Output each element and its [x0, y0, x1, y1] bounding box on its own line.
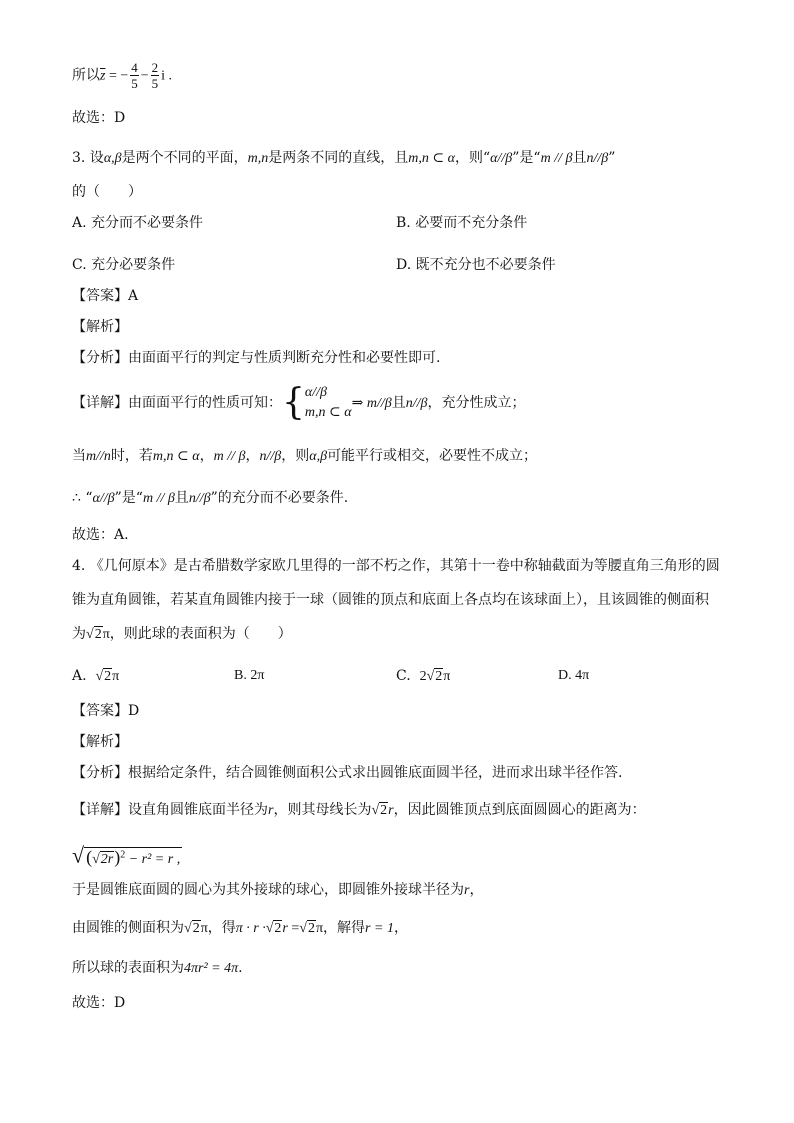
detail-4-line1: [72, 800, 646, 821]
system-row-2: m,n ⊂ α: [304, 405, 352, 420]
math: n//β: [259, 449, 282, 464]
math: ⇒ m//β: [351, 396, 392, 411]
math: π · r ·: [235, 921, 266, 936]
detail-3-line2: [72, 446, 537, 467]
text: ”是“: [512, 150, 541, 166]
text: 当: [72, 448, 86, 464]
radicand: 2: [274, 921, 282, 936]
math: α,β: [103, 151, 122, 166]
option-a: A. 充分而不必要条件: [72, 215, 204, 231]
text: ”是“: [114, 490, 143, 506]
option-d: D. 既不充分也不必要条件: [396, 257, 556, 273]
math: m,n: [247, 151, 269, 166]
radicand: 2: [435, 669, 443, 684]
text: 是两条不同的直线，且: [268, 150, 409, 166]
option-4d: D. 4π: [558, 668, 590, 683]
denominator: 5: [151, 76, 159, 91]
outer-sqrt: √ $(√2r)^2 - r^2 = r$ ,: [72, 840, 182, 875]
question-3-line1: [72, 148, 615, 169]
pi: π: [443, 669, 451, 684]
text: 可能平行或相交，必要性不成立；: [327, 448, 538, 464]
text: ，: [469, 882, 484, 898]
text: 且: [391, 395, 406, 411]
text: 3. 设: [72, 150, 104, 166]
text: ，充分性成立；: [427, 395, 526, 411]
analysis-4-summary: 【分析】根据给定条件，结合圆锥侧面积公式求出圆锥底面圆半径，进而求出球半径作答.: [72, 765, 623, 781]
text: ，: [199, 448, 214, 464]
math: α,β: [309, 449, 328, 464]
numerator: 4: [131, 60, 138, 75]
label: C.: [396, 668, 411, 684]
math: n//β: [586, 151, 609, 166]
answer-select-2: 故选：D: [72, 110, 126, 126]
detail-4-line3: [72, 880, 483, 901]
text: 且: [572, 150, 587, 166]
math: r: [464, 883, 470, 898]
text: ，: [245, 448, 260, 464]
text: 【详解】设直角圆锥底面半径为: [72, 802, 268, 818]
math: m//n: [86, 449, 111, 464]
text: .: [238, 960, 243, 976]
option-4a: [72, 666, 119, 687]
text: 为: [72, 626, 86, 642]
math: r: [282, 921, 288, 936]
exponent: 2: [120, 849, 126, 860]
pi: π: [102, 627, 110, 642]
math: m // β: [540, 151, 573, 166]
answer-select-3: 故选：A.: [72, 527, 129, 543]
radicand: 2: [380, 803, 388, 818]
math: r: [388, 803, 394, 818]
question-3-line2: 的（ ）: [72, 184, 142, 200]
math: − r² = r ,: [128, 851, 181, 867]
text: ”: [608, 150, 616, 166]
math: 4πr² = 4π: [184, 961, 239, 976]
outer-radicand: $(√2r)^2 - r^2 = r$ ,: [84, 847, 182, 867]
analysis-3-heading: 【解析】: [72, 319, 128, 335]
result-line-z: [72, 60, 172, 91]
minus: −: [140, 68, 149, 84]
math: m,n ⊂ α: [152, 449, 200, 464]
text: 【详解】由面面平行的性质可知：: [72, 395, 282, 411]
pi: π: [112, 669, 120, 684]
detail-4-formula: [72, 840, 182, 875]
text: ，则此球的表面积为（ ）: [109, 626, 292, 642]
radicand: 2: [192, 921, 200, 936]
sqrt: √2: [371, 803, 388, 818]
text: ∴ “: [72, 490, 93, 506]
detail-3-line1: [72, 380, 525, 427]
inner-radicand: 2r: [100, 851, 114, 867]
text: 由圆锥的侧面积为: [72, 920, 184, 936]
text: ，则“: [454, 150, 491, 166]
sqrt: √2: [426, 669, 443, 684]
left-brace: {: [282, 382, 305, 423]
option-4b: B. 2π: [234, 668, 265, 683]
detail-4-line5: [72, 958, 243, 979]
math: α//β: [490, 151, 513, 166]
radicand: 2: [104, 669, 112, 684]
detail-4-line4: [72, 918, 408, 939]
period: .: [165, 68, 173, 84]
pi: π: [315, 921, 324, 936]
numerator: 2: [151, 60, 159, 75]
z-bar: $\overline{z}$: [100, 68, 106, 84]
sqrt: √2: [265, 921, 282, 936]
question-4-line1: 4. 《几何原本》是古希腊数学家欧几里得的一部不朽之作，其第十一卷中称轴截面为等腰直角三角形的圆: [72, 558, 720, 574]
system-rows: [305, 383, 352, 423]
math: n//β: [188, 491, 211, 506]
option-c: C. 充分必要条件: [72, 257, 176, 273]
option-4c: [396, 666, 450, 687]
sqrt: √2: [299, 921, 315, 936]
option-b: B. 必要而不充分条件: [396, 215, 528, 231]
equals: =: [287, 921, 300, 936]
denominator: 5: [131, 76, 138, 91]
question-4-line3: [72, 624, 292, 645]
sqrt: √2: [95, 669, 112, 684]
math: α//β: [92, 491, 115, 506]
math: m // β: [142, 491, 175, 506]
math: r = 1: [365, 921, 394, 936]
text: 时，若: [110, 448, 153, 464]
analysis-3-summary: 【分析】由面面平行的判定与性质判断充分性和必要性即可.: [72, 350, 441, 366]
text: ，: [393, 920, 408, 936]
fraction-4-5: [130, 60, 139, 91]
text: 所以: [72, 67, 100, 84]
radicand: 2: [307, 921, 315, 936]
text: 是两个不同的平面，: [121, 150, 248, 166]
label: A.: [72, 668, 87, 684]
question-4-line2: 锥为直角圆锥，若某直角圆锥内接于一球（圆锥的顶点和底面上各点均在该球面上），且该圆锥的侧面积: [72, 592, 709, 608]
fraction-2-5: [151, 60, 160, 91]
sqrt: √2: [184, 921, 200, 936]
equals-minus: = −: [105, 68, 129, 84]
math: n//β: [405, 396, 428, 411]
text: 所以球的表面积为: [72, 960, 184, 976]
text: ，解得: [323, 920, 366, 936]
math: r: [268, 803, 274, 818]
analysis-4-heading: 【解析】: [72, 734, 128, 750]
inner-sqrt: √2r: [92, 851, 114, 867]
answer-4: 【答案】D: [72, 703, 140, 719]
text: ，因此圆锥顶点到底面圆圆心的距离为：: [393, 802, 646, 818]
text: ，则: [281, 448, 310, 464]
imaginary-i: i: [161, 68, 166, 84]
answer-3: 【答案】A: [72, 288, 139, 304]
answer-select-4: 故选：D: [72, 995, 126, 1011]
text: ，得: [207, 920, 236, 936]
system-row-1: α//β: [304, 385, 328, 400]
detail-3-conclusion: [72, 488, 348, 509]
math: m,n ⊂ α: [408, 151, 455, 166]
pi: π: [200, 921, 208, 936]
radicand: 2: [94, 627, 102, 642]
text: ”的充分而不必要条件.: [210, 490, 349, 506]
text: ，则其母线长为: [273, 802, 372, 818]
coefficient: 2: [419, 669, 427, 684]
text: 于是圆锥底面圆的圆心为其外接球的球心，即圆锥外接球半径为: [72, 882, 464, 898]
equation-system: [282, 380, 352, 426]
sqrt: √2: [86, 627, 102, 642]
math: m // β: [213, 449, 246, 464]
text: 且: [174, 490, 189, 506]
